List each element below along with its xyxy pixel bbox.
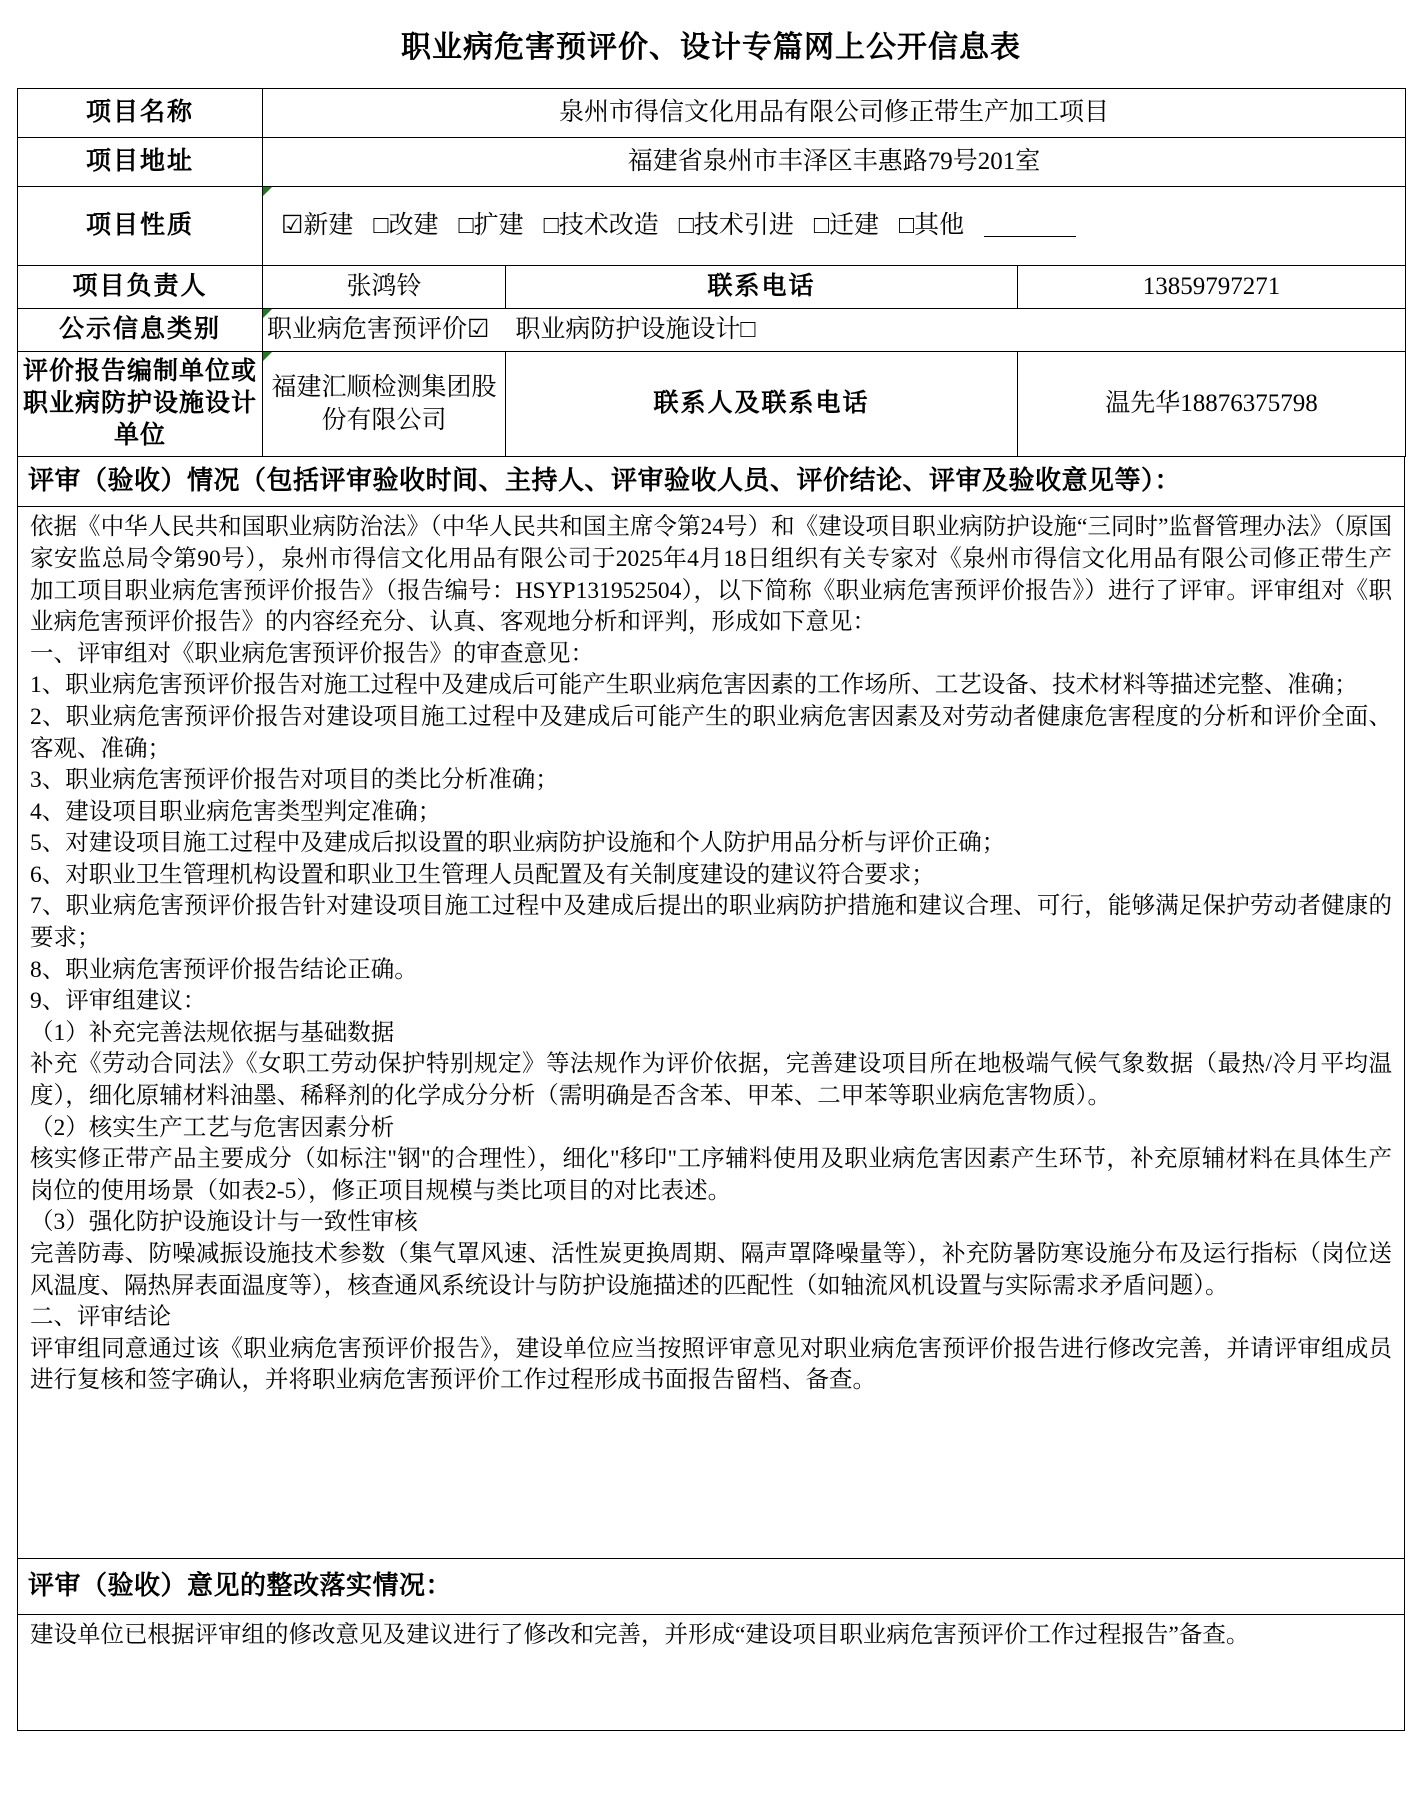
assessment-unit-value (263, 352, 506, 457)
nature-option-其他[interactable]: □其他 (898, 212, 965, 239)
project-name-label: 项目名称 (18, 89, 263, 138)
paragraph: 补充《劳动合同法》《女职工劳动保护特别规定》等法规作为评价依据，完善建设项目所在地极端气候气象数据（最热/冷月平均温度），细化原辅材料油墨、稀释剂的化学成分分析（需明确是否含苯、甲苯、二甲苯等职业病危害物质）。 (30, 1051, 1392, 1110)
nature-option-迁建[interactable]: □迁建 (813, 212, 879, 239)
page-title: 职业病危害预评价、设计专篇网上公开信息表 (401, 31, 1021, 64)
paragraph: 核实修正带产品主要成分（如标注"钢"的合理性），细化"移印"工序辅料使用及职业病危害因素产生环节，补充原辅材料在具体生产岗位的使用场景（如表2-5），修正项目规模与类比项目的对比表述。 (30, 1146, 1392, 1204)
cell-comment-marker-icon (263, 187, 272, 196)
category-option-职业病防护设施设计[interactable]: 职业病防护设施设计□ (515, 316, 756, 343)
paragraph: 依据《中华人民共和国职业病防治法》（中华人民共和国主席令第24号）和《建设项目职业病防护设施“三同时”监督管理办法》（原国家安监总局令第90号），泉州市得信文化用品有限公司于2025年4月18日组织有关专家对《泉州市得信文化用品有限公司修正带生产加工项目职业病危害预评价报告》（报告编号：HSYP131952504），以下简称《职业病危害预评价报告》）进行了评审。评审组对《职业病危害预评价报告》的内容经充分、认真、客观地分析和评判，形成如下意见： (30, 514, 1392, 636)
table-row-project-address (18, 138, 1406, 187)
review-section-header: 评审（验收）情况（包括评审验收时间、主持人、评审验收人员、评价结论、评审及验收意见等）： (28, 466, 1182, 495)
project-nature-label: 项目性质 (18, 187, 263, 266)
paragraph: （1）补充完善法规依据与基础数据 (30, 1019, 395, 1046)
project-leader-value: 张鸿铃 (263, 266, 506, 309)
paragraph: 一、评审组对《职业病危害预评价报告》的审查意见： (30, 640, 594, 667)
paragraph: 8、职业病危害预评价报告结论正确。 (30, 956, 418, 983)
publish-category-checkbox-group[interactable] (263, 314, 1405, 346)
project-leader-label: 项目负责人 (18, 266, 263, 309)
paragraph: 7、职业病危害预评价报告针对建设项目施工过程中及建成后提出的职业病防护措施和建议合理、可行，能够满足保护劳动者健康的要求； (30, 893, 1392, 952)
paragraph: 4、建设项目职业病危害类型判定准确； (30, 798, 442, 825)
rectification-section-body (18, 1615, 1404, 1730)
project-nature-checkbox-group[interactable] (263, 210, 1405, 242)
paragraph: 3、职业病危害预评价报告对项目的类比分析准确； (30, 767, 559, 794)
paragraph: 建设单位已根据评审组的修改意见及建议进行了修改和完善，并形成“建设项目职业病危害预评价工作过程报告”备查。 (30, 1621, 1250, 1648)
paragraph: 2、职业病危害预评价报告对建设项目施工过程中及建成后可能产生的职业病危害因素及对劳动者健康危害程度的分析和评价全面、客观、准确； (30, 703, 1392, 762)
table-row-project-leader (18, 266, 1406, 309)
publish-category-options-cell (263, 309, 1406, 352)
contact-person-label: 联系人及联系电话 (506, 352, 1018, 457)
assessment-unit-value-text: 福建汇顺检测集团股份有限公司 (271, 373, 497, 434)
project-address-value: 福建省泉州市丰泽区丰惠路79号201室 (263, 138, 1406, 187)
project-name-value: 泉州市得信文化用品有限公司修正带生产加工项目 (263, 89, 1406, 138)
table-row-publish-category (18, 309, 1406, 352)
contact-phone-label: 联系电话 (506, 266, 1018, 309)
project-address-label: 项目地址 (18, 138, 263, 187)
nature-option-扩建[interactable]: □扩建 (458, 212, 524, 239)
project-nature-options-cell (263, 187, 1406, 266)
rectification-section-header: 评审（验收）意见的整改落实情况： (28, 1571, 453, 1601)
rectification-header-block (17, 1559, 1405, 1614)
nature-option-技术改造[interactable]: □技术改造 (543, 212, 659, 239)
paragraph: （3）强化防护设施设计与一致性审核 (30, 1209, 418, 1236)
nature-other-blank-field[interactable] (984, 236, 1076, 237)
paragraph: 1、职业病危害预评价报告对施工过程中及建成后可能产生职业病危害因素的工作场所、工艺设备、技术材料等描述完整、准确； (30, 672, 1358, 699)
rectification-body-block (17, 1615, 1405, 1731)
paragraph: 6、对职业卫生管理机构设置和职业卫生管理人员配置及有关制度建设的建议符合要求； (30, 861, 935, 888)
nature-option-改建[interactable]: □改建 (373, 212, 439, 239)
table-row-project-name (18, 89, 1406, 138)
paragraph: 9、评审组建议： (30, 988, 207, 1015)
publish-category-label: 公示信息类别 (18, 309, 263, 352)
table-row-project-nature (18, 187, 1406, 266)
nature-option-新建[interactable]: ☑新建 (281, 212, 354, 239)
nature-option-技术引进[interactable]: □技术引进 (678, 212, 794, 239)
cell-comment-marker-icon (263, 352, 272, 361)
category-option-职业病危害预评价[interactable]: 职业病危害预评价☑ (267, 316, 490, 343)
contact-person-value: 温先华18876375798 (1018, 352, 1406, 457)
table-row-assessment-unit (18, 352, 1406, 457)
paragraph: 5、对建设项目施工过程中及建成后拟设置的职业病防护设施和个人防护用品分析与评价正确； (30, 830, 1006, 857)
paragraph: 评审组同意通过该《职业病危害预评价报告》，建设单位应当按照评审意见对职业病危害预评价报告进行修改完善，并请评审组成员进行复核和签字确认，并将职业病危害预评价工作过程形成书面报告留档、备查。 (30, 1335, 1392, 1394)
paragraph: 二、评审结论 (30, 1304, 171, 1331)
review-section-body (18, 507, 1404, 1558)
paragraph: （2）核实生产工艺与危害因素分析 (30, 1114, 395, 1141)
review-header-block (17, 457, 1405, 507)
assessment-unit-label: 评价报告编制单位或职业病防护设施设计单位 (18, 352, 263, 457)
paragraph: 完善防毒、防噪减振设施技术参数（集气罩风速、活性炭更换周期、隔声罩降噪量等），补充防暑防寒设施分布及运行指标（岗位送风温度、隔热屏表面温度等），核查通风系统设计与防护设施描述的匹配性（如轴流风机设置与实际需求矛盾问题）。 (30, 1241, 1392, 1299)
contact-phone-value: 13859797271 (1018, 266, 1406, 309)
info-table (17, 88, 1406, 457)
review-body-block (17, 507, 1405, 1559)
